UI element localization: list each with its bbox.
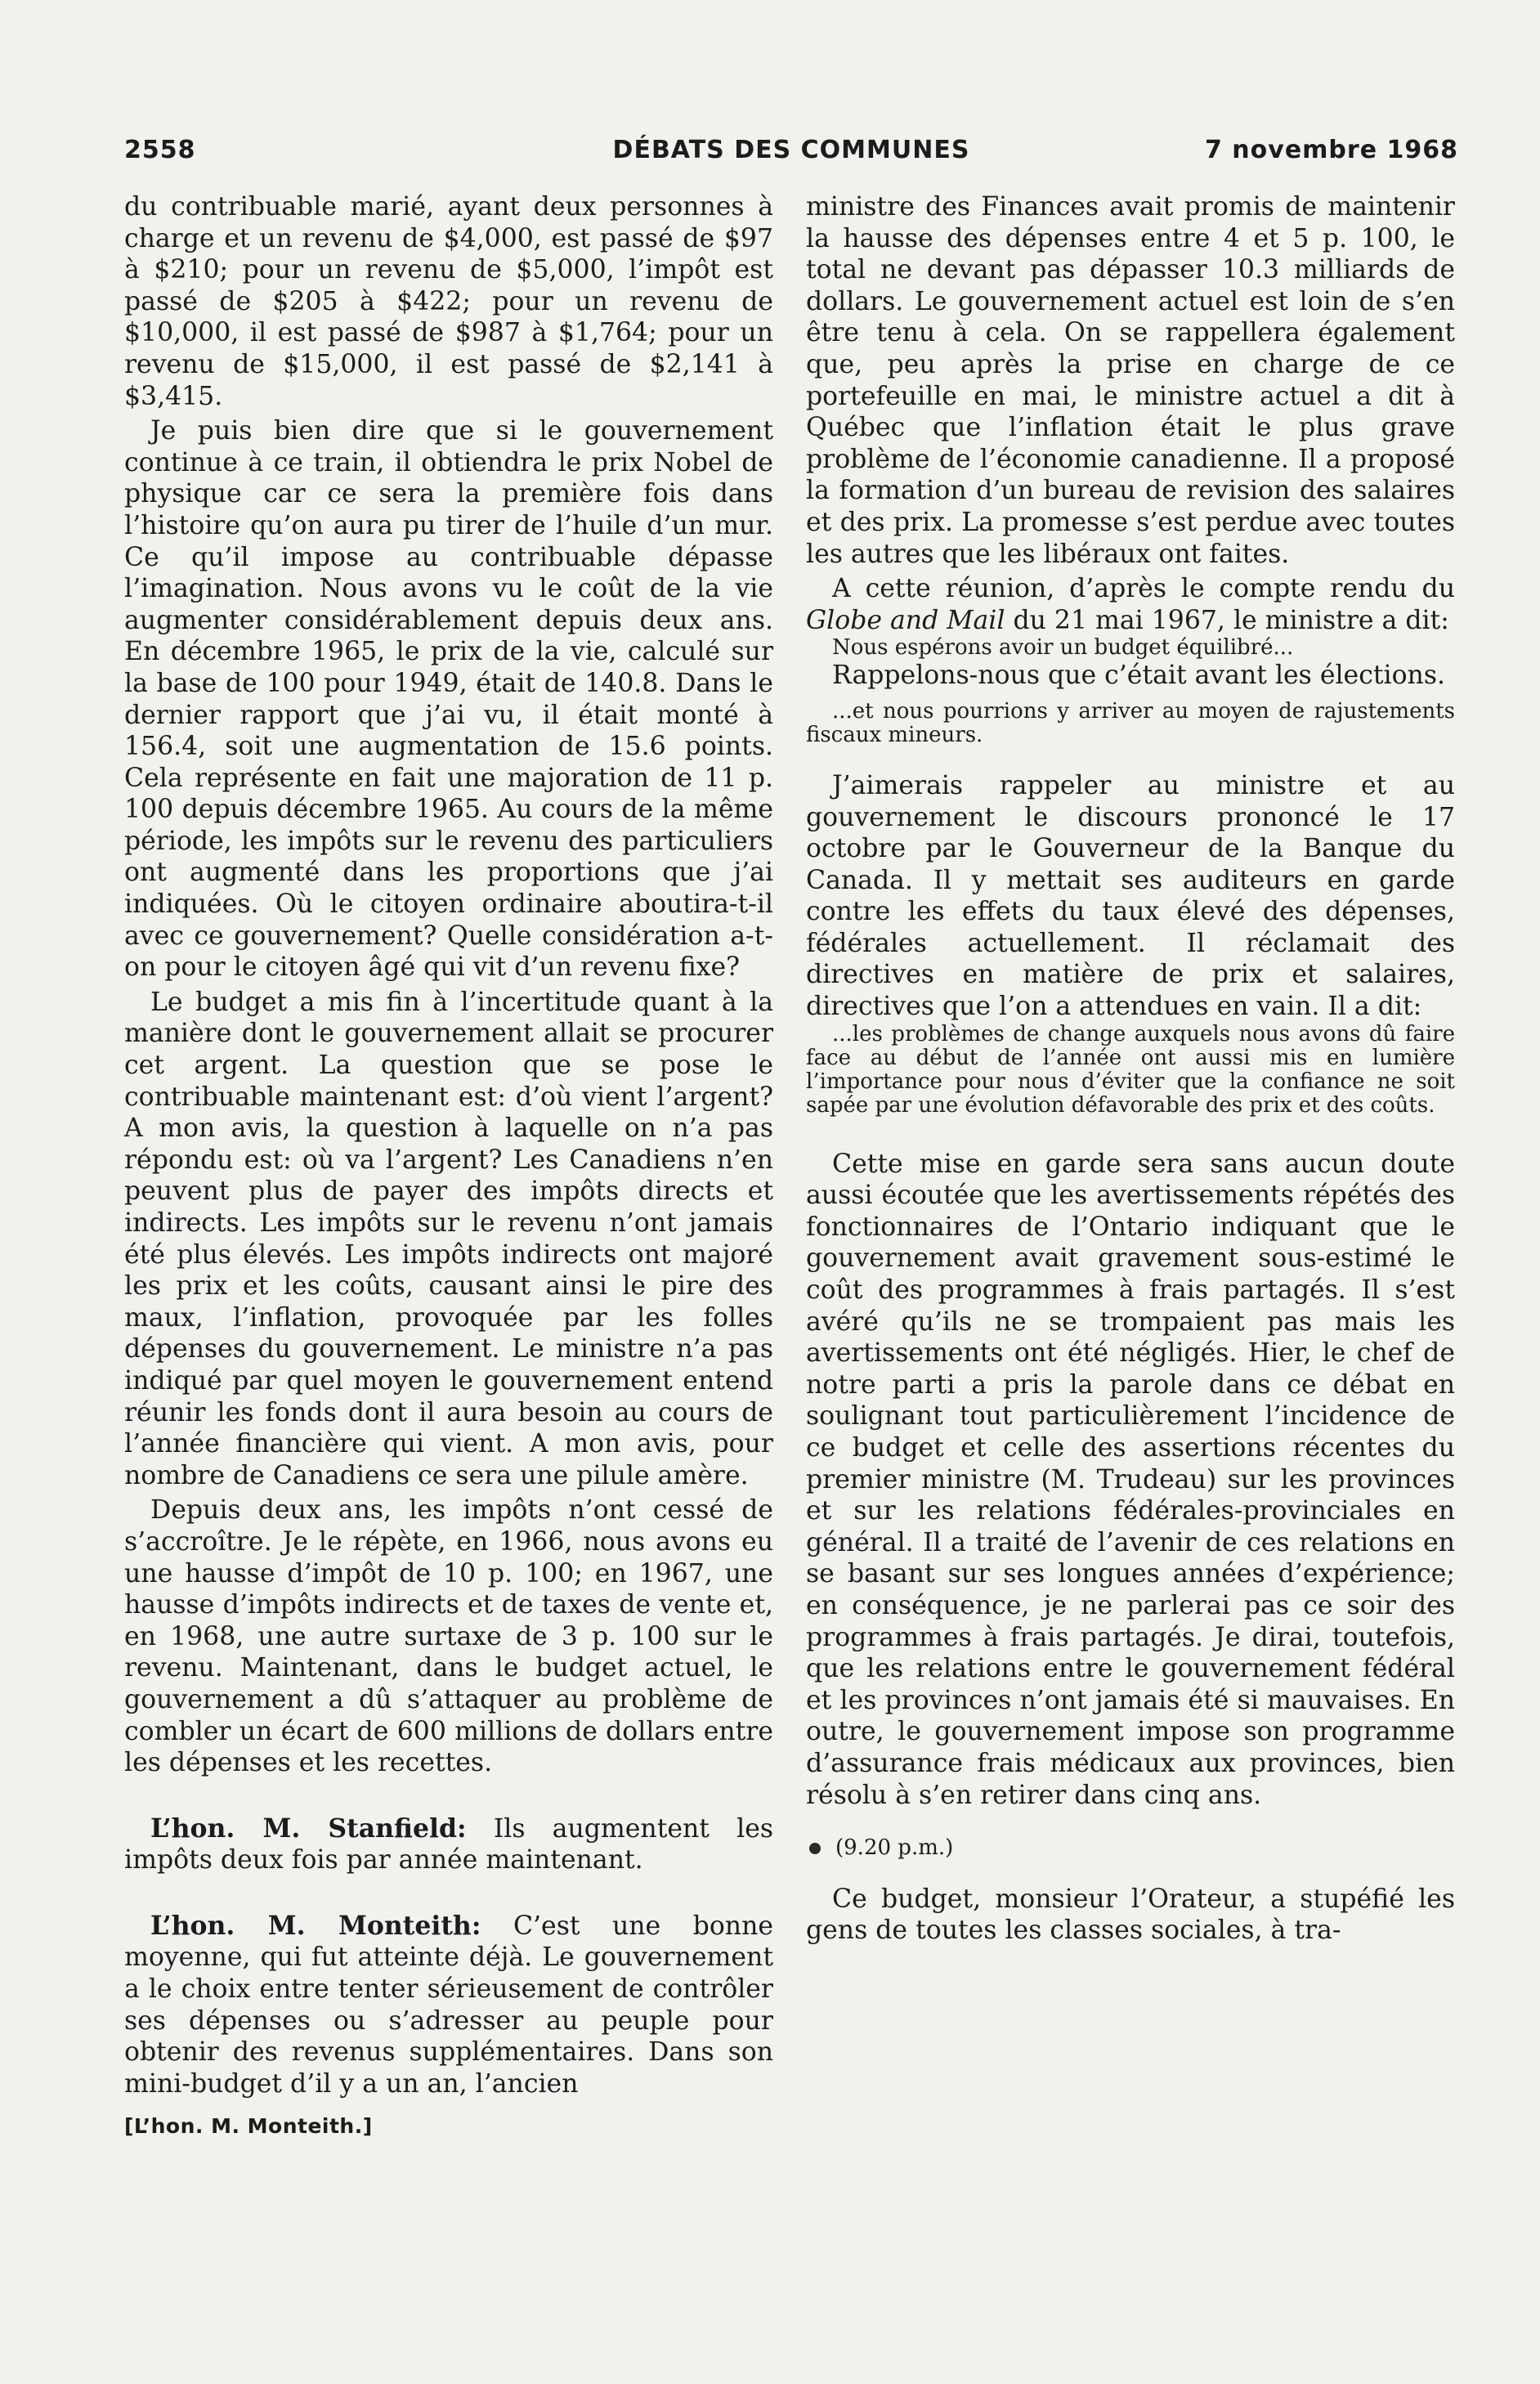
paragraph: Ce budget, monsieur l’Orateur, a stupéfié les gens de toutes les classes sociales, à tra- [806, 1884, 1455, 1946]
intervention-stanfield [124, 1813, 773, 1876]
intervention-text: Ils augmentent les impôts deux fois par année maintenant. [124, 1813, 774, 1875]
right-column [806, 191, 1455, 1947]
publication-title: DÉBATS DES COMMUNES [612, 136, 970, 164]
quotation: ...et nous pourrions y arriver au moyen de rajustements fiscaux mineurs. [806, 698, 1455, 747]
text-span: A cette réunion, d’après le compte rendu du [832, 574, 1455, 604]
paragraph: Le budget a mis fin à l’incertitude quant à la manière dont le gouvernement allait se procurer cet argent. La question que se pose le contribuable maintenant est: d’où vient l’argent? A mon avis, la question à laquelle on n’a pas répondu est: où va l’argent? Les Canadiens n’en peuvent plus de payer des impôts directs et indirects. Les impôts sur le revenu n’ont jamais été plus élevés. Les impôts indirects ont majoré les prix et les coûts, causant ainsi le pire des maux, l’inflation, provoquée par les folles dépenses du gouvernement. Le ministre n’a pas indiqué par quel moyen le gouvernement entend réunir les fonds dont il aura besoin au cours de l’année financière qui vient. A mon avis, pour nombre de Canadiens ce sera une pilule amère. [124, 987, 773, 1490]
paragraph: ministre des Finances avait promis de maintenir la hausse des dépenses entre 4 et 5 p. 100, le total ne devant pas dépasser 10.3 milliards de dollars. Le gouvernement actuel est loin de s’en être tenu à cela. On se rappellera également que, peu après la prise en charge de ce portefeuille en mai, le ministre actuel a dit à Québec que l’inflation était le plus grave problème de l’économie canadienne. Il a proposé la formation d’un bureau de revision des salaires et des prix. La promesse s’est perdue avec toutes les autres que les libéraux ont faites. [806, 192, 1455, 569]
speaker-name: L’hon. M. Stanfield: [150, 1813, 467, 1844]
quotation: ...les problèmes de change auxquels nous avons dû faire face au début de l’année ont aussi mis en lumière l’importance pour nous d’éviter que la confiance ne soit sapée par une évolution défavorable des prix et des coûts. [806, 1021, 1455, 1118]
speaker-footnote: [L’hon. M. Monteith.] [124, 2114, 373, 2139]
paragraph: Depuis deux ans, les impôts n’ont cessé de s’accroître. Je le répète, en 1966, nous avons eu une hausse d’impôt de 10 p. 100; en 1967, une hausse d’impôts indirects et de taxes de vente et, en 1968, une autre surtaxe de 3 p. 100 sur le revenu. Maintenant, dans le budget actuel, le gouvernement a dû s’attaquer au problème de combler un écart de 600 millions de dollars entre les dépenses et les recettes. [124, 1495, 773, 1778]
paragraph: Rappelons-nous que c’était avant les élections. [832, 661, 1446, 691]
intervention-text: C’est une bonne moyenne, qui fut atteinte déjà. Le gouvernement a le choix entre tenter sérieusement de contrôler ses dépenses ou s’adresser au peuple pour obtenir des revenus supplémentaires. Dans son mini-budget d’il y a un an, l’ancien [124, 1911, 774, 2099]
intervention-monteith [124, 1911, 773, 2100]
left-column [124, 191, 773, 2143]
page-number: 2558 [124, 136, 196, 164]
speaker-name: L’hon. M. Monteith: [150, 1910, 481, 1941]
text-span: du 21 mai 1967, le ministre a dit: [1013, 605, 1449, 635]
newspaper-title: Globe and Mail [806, 605, 1005, 635]
paragraph: Cette mise en garde sera sans aucun doute aussi écoutée que les avertissements répétés des fonctionnaires de l’Ontario indiquant que le gouvernement avait gravement sous-estimé le coût des programmes à frais partagés. Il s’est avéré qu’ils ne se trompaient pas mais les avertissements ont été négligés. Hier, le chef de notre parti a pris la parole dans ce débat en soulignant tout particulièrement l’incidence de ce budget et celle des assertions récentes du premier ministre (M. Trudeau) sur les provinces et sur les relations fédérales-provinciales en général. Il a traité de l’avenir de ces relations en se basant sur ses longues années d’expérience; en conséquence, je ne parlerai pas ce soir des programmes à frais partagés. Je dirai, toutefois, que les relations entre le gouvernement fédéral et les provinces n’ont jamais été si mauvaises. En outre, le gouvernement impose son programme d’assurance frais médicaux aux provinces, bien résolu à s’en retirer dans cinq ans. [806, 1149, 1455, 1810]
time-text: (9.20 p.m.) [835, 1835, 954, 1861]
paragraph: J’aimerais rappeler au ministre et au gouvernement le discours prononcé le 17 octobre par le Gouverneur de la Banque du Canada. Il y mettait ses auditeurs en garde contre les effets du taux élevé des dépenses, fédérales actuellement. Il réclamait des directives en matière de prix et salaires, directives que l’on a attendues en vain. Il a dit: [806, 770, 1455, 1022]
paragraph: Je puis bien dire que si le gouvernement continue à ce train, il obtiendra le prix Nobel de physique car ce sera la première fois dans l’histoire qu’on aura pu tirer de l’huile d’un mur. Ce qu’il impose au contribuable dépasse l’imagination. Nous avons vu le coût de la vie augmenter considérablement depuis deux ans. En décembre 1965, le prix de la vie, calculé sur la base de 100 pour 1949, était de 140.8. Dans le dernier rapport que j’ai vu, il était monté à 156.4, soit une augmentation de 15.6 points. Cela représente en fait une majoration de 11 p. 100 depuis décembre 1965. Au cours de la même période, les impôts sur le revenu des particuliers ont augmenté dans les proportions que j’ai indiquées. Où le citoyen ordinaire aboutira-t-il avec ce gouvernement? Quelle considération a-t-on pour le citoyen âgé qui vit d’un revenu fixe? [124, 416, 773, 983]
paragraph [806, 573, 1455, 636]
bullet-icon [809, 1843, 821, 1854]
time-marker [806, 1832, 1455, 1864]
paragraph: du contribuable marié, ayant deux personnes à charge et un revenu de $4,000, est passé de $97 à $210; pour un revenu de $5,000, l’impôt est passé de $205 à $422; pour un revenu de $10,000, il est passé de $987 à $1,764; pour un revenu de $15,000, il est passé de $2,141 à $3,415. [124, 192, 773, 411]
quotation: Nous espérons avoir un budget équilibré... [832, 635, 1294, 661]
running-head [124, 136, 1458, 172]
page-date: 7 novembre 1968 [1204, 136, 1458, 164]
